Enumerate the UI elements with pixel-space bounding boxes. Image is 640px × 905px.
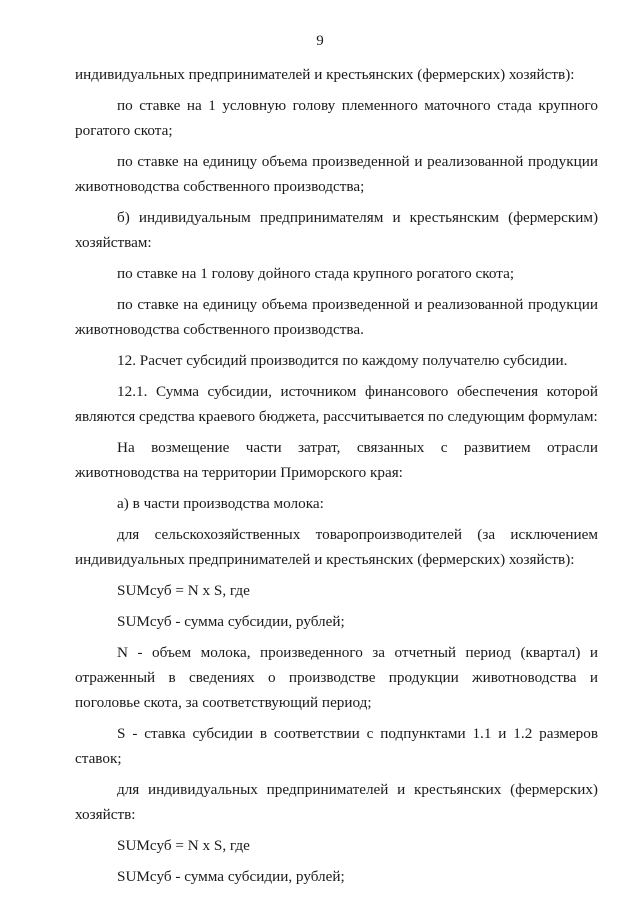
paragraph-rate-production-volume-2: по ставке на единицу объема произведенной и реализованной продукции животноводства собственного производства.: [75, 296, 598, 338]
paragraph-item-a-milk: а) в части производства молока:: [117, 495, 324, 512]
paragraph-item-b: б) индивидуальным предпринимателям и крестьянским (фермерским) хозяйствам:: [75, 209, 598, 251]
paragraph-section-12: 12. Расчет субсидий производится по каждому получателю субсидии.: [117, 352, 568, 369]
paragraph-compensation: На возмещение части затрат, связанных с развитием отрасли животноводства на территории Приморского края:: [75, 439, 598, 481]
paragraph-agri-producers: для сельскохозяйственных товаропроизводителей (за исключением индивидуальных предпринимателей и крестьянских (фермерских) хозяйств):: [75, 526, 598, 568]
definition-n: N - объем молока, произведенного за отчетный период (квартал) и отраженный в сведениях о производстве продукции животноводства и поголовье скота, за соответствующий период;: [75, 644, 598, 711]
definition-s: S - ставка субсидии в соответствии с подпунктами 1.1 и 1.2 размеров ставок;: [75, 725, 598, 767]
document-body: [75, 62, 598, 889]
paragraph-rate-dairy-herd: по ставке на 1 голову дойного стада крупного рогатого скота;: [117, 265, 515, 282]
paragraph-section-12-1: 12.1. Сумма субсидии, источником финансового обеспечения которой являются средства краевого бюджета, рассчитывается по следующим формулам:: [75, 383, 598, 425]
definition-sum-2: SUMсуб - сумма субсидии, рублей;: [117, 868, 345, 885]
page-number: 9: [316, 33, 324, 49]
formula-sum-1: SUMсуб = N x S, где: [117, 582, 250, 599]
paragraph-rate-production-volume: по ставке на единицу объема произведенной и реализованной продукции животноводства собственного производства;: [75, 153, 598, 195]
paragraph-rate-breeding-herd: по ставке на 1 условную голову племенного маточного стада крупного рогатого скота;: [75, 97, 598, 139]
definition-sum-1: SUMсуб - сумма субсидии, рублей;: [117, 613, 345, 630]
formula-sum-2: SUMсуб = N x S, где: [117, 837, 250, 854]
paragraph-continuation: индивидуальных предпринимателей и крестьянских (фермерских) хозяйств):: [75, 66, 575, 83]
paragraph-individual-entrepreneurs: для индивидуальных предпринимателей и крестьянских (фермерских) хозяйств:: [75, 781, 598, 823]
